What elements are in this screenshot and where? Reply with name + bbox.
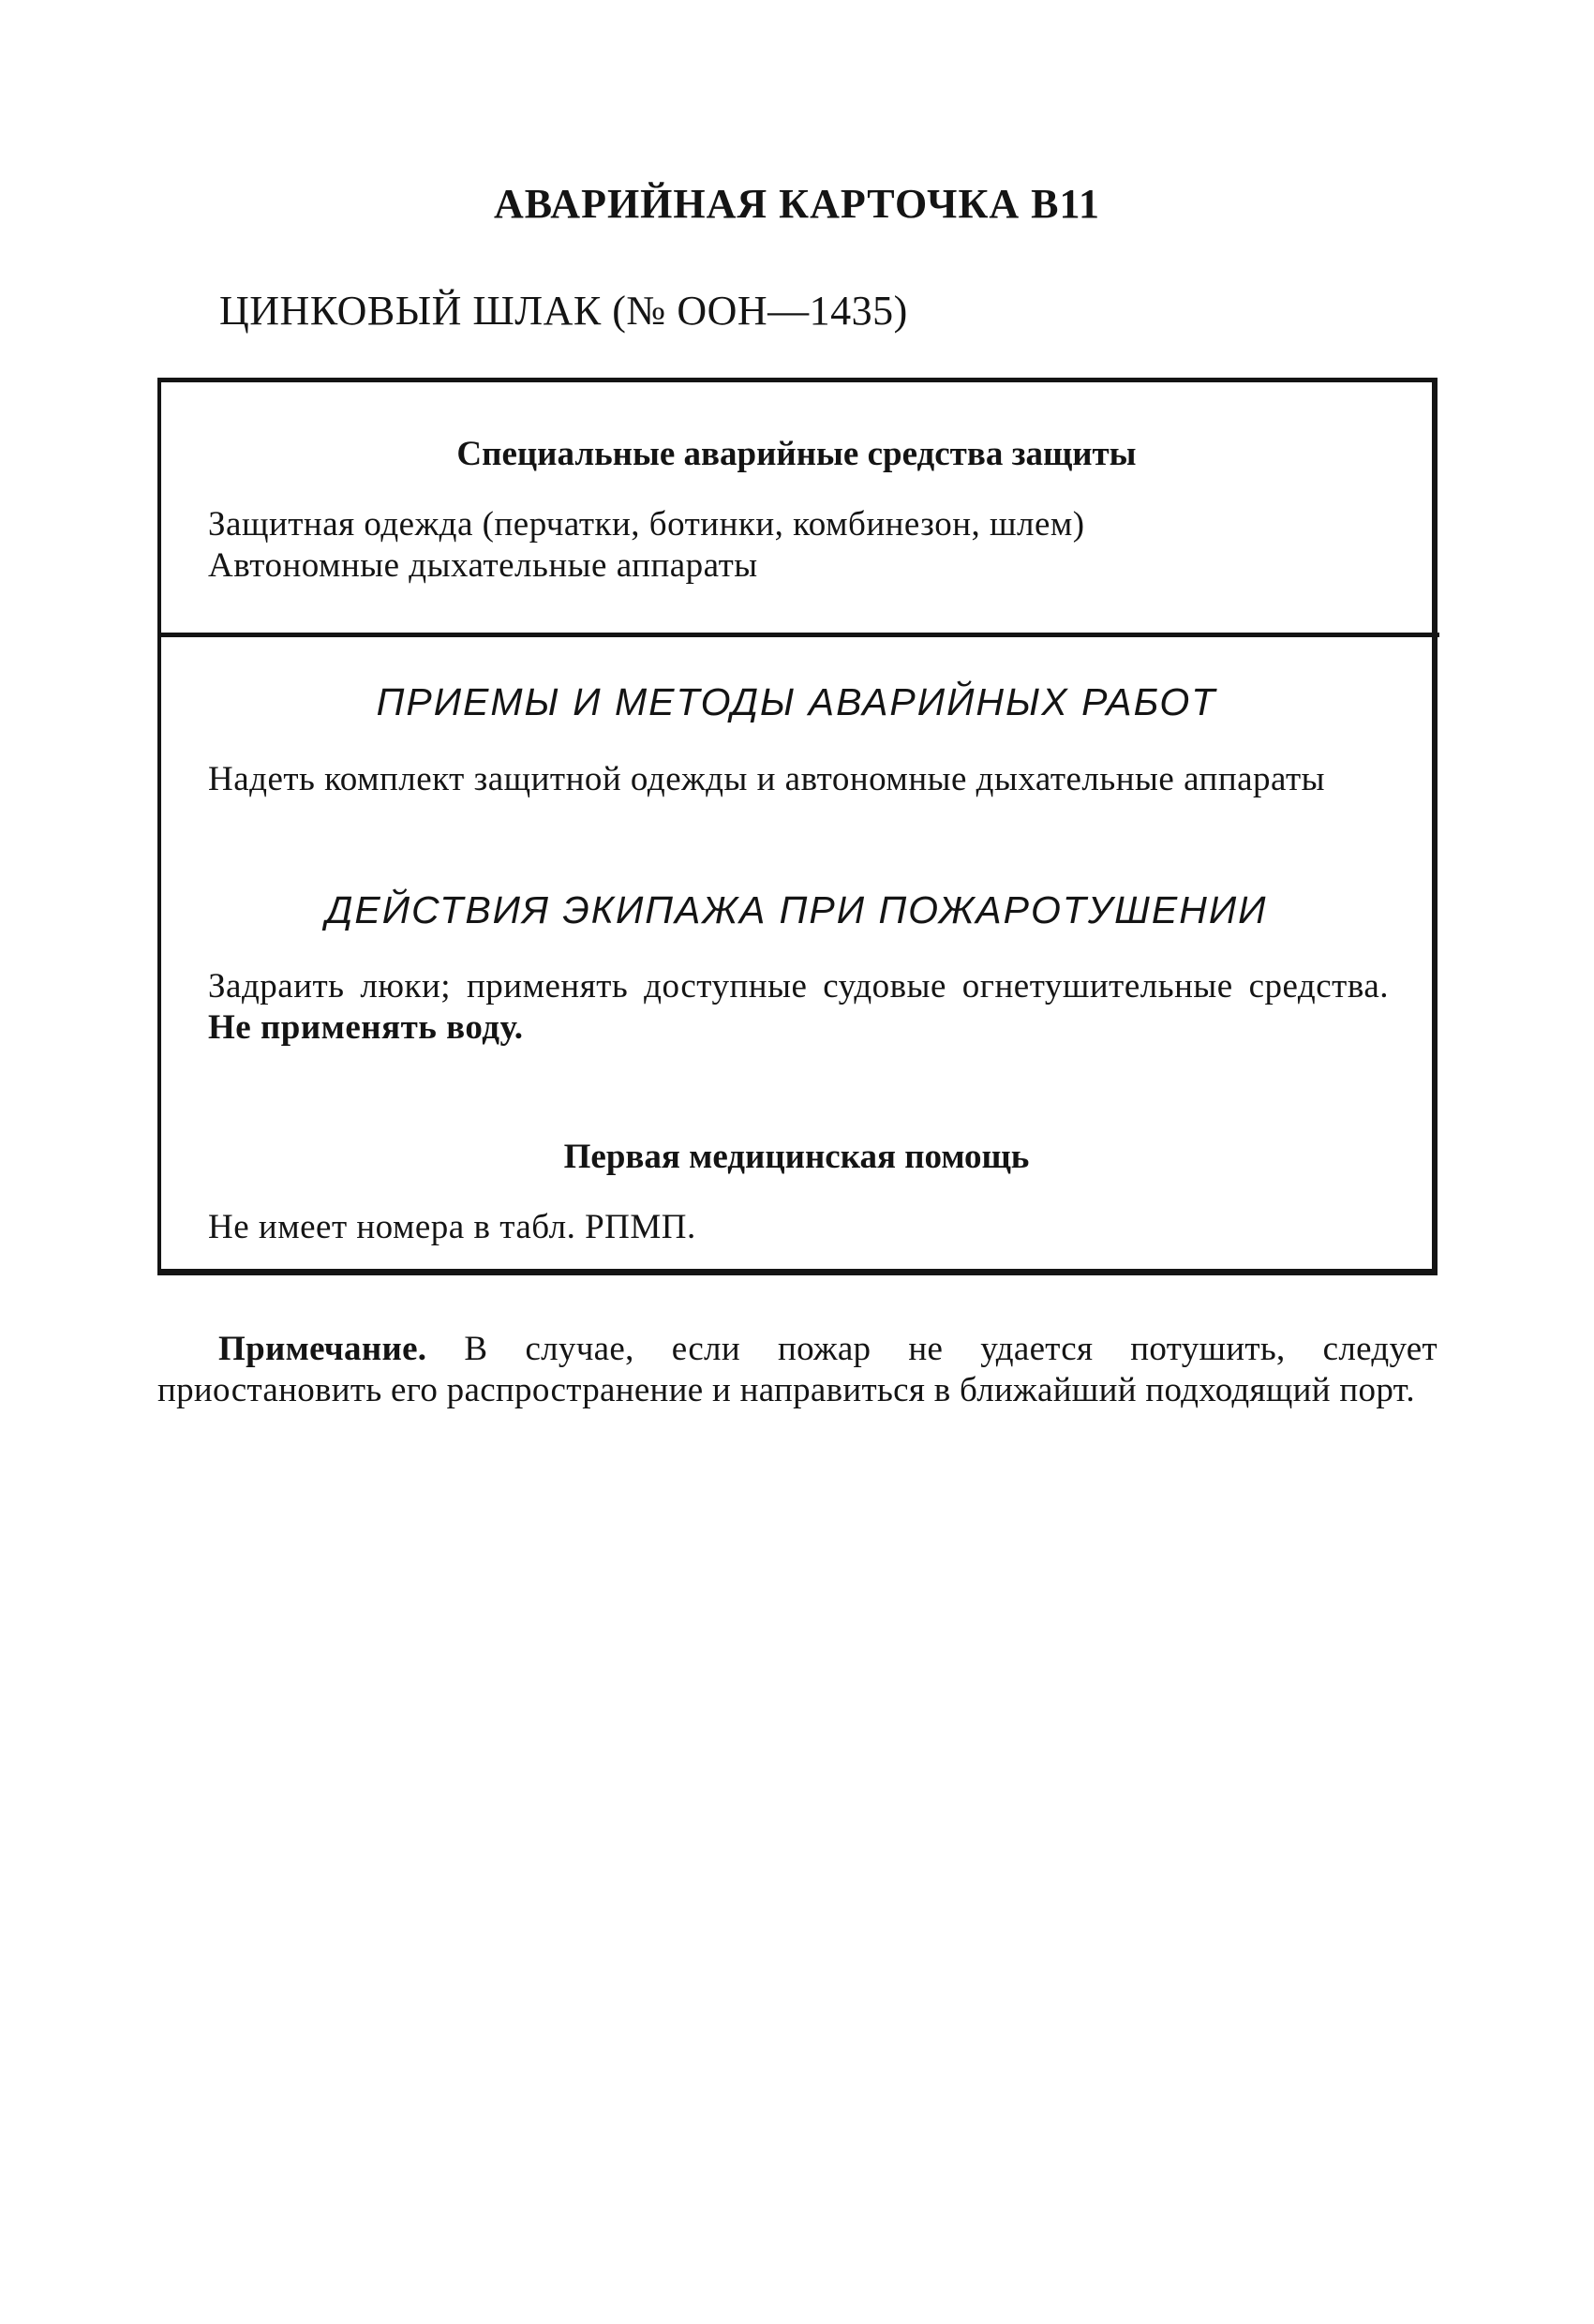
methods-heading: ПРИЕМЫ И МЕТОДЫ АВАРИЙНЫХ РАБОТ	[376, 680, 1217, 723]
protection-line-2: Автономные дыхательные аппараты	[208, 546, 758, 585]
methods-text: Надеть комплект защитной одежды и автономные дыхательные аппараты	[208, 760, 1326, 798]
card-title: АВАРИЙНАЯ КАРТОЧКА В11	[493, 181, 1101, 227]
firefighting-warning: Не применять воду.	[208, 1008, 524, 1047]
note-text: В случае, если пожар не удается потушить, следует приостановить его распространение и направиться в ближайший подходящий порт.	[157, 1330, 1438, 1409]
firefighting-instruction: Задраить люки; применять доступные судовые огнетушительные средства.	[208, 967, 1389, 1006]
protection-line-1: Защитная одежда (перчатки, ботинки, комбинезон, шлем)	[208, 505, 1085, 544]
first-aid-text: Не имеет номера в табл. РПМП.	[208, 1208, 696, 1246]
protection-heading: Специальные аварийные средства защиты	[456, 435, 1137, 473]
emergency-card-frame	[157, 378, 1438, 1275]
substance-title: ЦИНКОВЫЙ ШЛАК (№ ООН—1435)	[219, 288, 908, 334]
note-paragraph	[157, 1329, 1438, 1411]
note-label: Примечание.	[218, 1330, 427, 1368]
firefighting-text	[208, 966, 1389, 1049]
protection-text	[208, 504, 1389, 587]
first-aid-heading: Первая медицинская помощь	[563, 1138, 1030, 1176]
firefighting-heading: ДЕЙСТВИЯ ЭКИПАЖА ПРИ ПОЖАРОТУШЕНИИ	[325, 888, 1268, 931]
card-divider	[157, 633, 1439, 637]
